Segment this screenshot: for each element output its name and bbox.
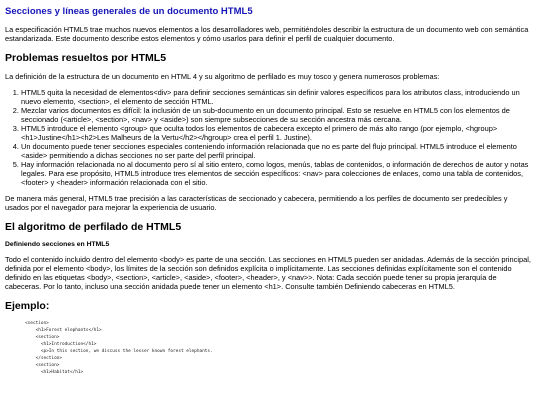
list-item: 3. HTML5 introduce el elemento <group> que oculta todos los elementos de cabecera excepto el primero de más alto rango (por ejemplo, <hgroup><h1>Justine</h1><h2>Les Malheurs de la Vertu</h2></hgroup> crea el perfil 1. Justine). [21,124,532,142]
example-heading: Ejemplo: [5,300,50,312]
code-line: <section> [25,335,60,340]
intro-paragraph: La especificación HTML5 trae muchos nuevos elementos a los desarrolladores web, permitiéndoles describir la estructura de un documento web con semántica estandarizada. Este documento describe estos elementos y cómo usarlos para definir el perfil de cualquier documento. [5,25,529,43]
code-line: <section> [25,363,60,368]
list-item: 5. Hay información relacionada no al documento pero sí al sitio entero, como logos, menús, tablas de contenidos, o información de derechos de autor y notas legales. Para ese propósito, HTML5 introduce tres elementos de sección específicos: <nav> para colecciones de enlaces, como una tabla de contenidos, <footer> y <header> información relacionada con el sitio. [21,160,532,187]
page-title: Secciones y líneas generales de un documento HTML5 [5,6,253,17]
algorithm-subheading: Definiendo secciones en HTML5 [5,241,110,248]
problems-heading: Problemas resueltos por HTML5 [5,52,167,64]
code-example [25,320,532,376]
problems-lead: La definición de la estructura de un documento en HTML 4 y su algoritmo de perfilado es muy tosco y genera numerosos problemas: [5,72,440,81]
code-line: <section> [25,321,49,326]
code-line: <h1>Habitat</h1> [25,370,84,375]
code-line: <h1>Forest elephants</h1> [25,328,102,333]
list-item: 2. Mezclar varios documentos es difícil: la inclusión de un sub-documento en un documento principal. Esto se resuelve en HTML5 con los elementos de seccionado (<article>, <section>, <nav> y <aside>) son siempre subsecciones de su sección ancestra más cercana. [21,106,532,124]
code-line: <p>In this section, we discuss the lesser known forest elephants. [25,349,213,354]
algorithm-heading: El algoritmo de perfilado de HTML5 [5,221,182,233]
problems-list [5,88,532,187]
code-line: <h1>Introduction</h1> [25,342,97,347]
problems-summary: De manera más general, HTML5 trae precisión a las características de seccionado y cabecera, permitiendo a los perfiles de documento ser predecibles y usados por el navegador para mejorar la experiencia de usuario. [5,194,508,212]
algorithm-body: Todo el contenido incluido dentro del elemento <body> es parte de una sección. Las secciones en HTML5 pueden ser anidadas. Además de la sección principal, definida por el elemento <body>, los límites de la sección son definidos explícita o implícitamente. Las secciones definidas explícitamente son el contenido definido en las etiquetas <body>, <section>, <article>, <aside>, <footer>, <header>, y <nav>>. Nota: Cada sección puede tener su propia jerarquía de cabeceras. Por lo tanto, incluso una sección anidada puede tener un elemento <h1>. Consulte también Definiendo cabeceras en HTML5. [5,255,531,291]
list-item: 4. Un documento puede tener secciones especiales conteniendo información relacionada que no es parte del flujo principal. HTML5 introduce el elemento <aside> permitiendo a dichas secciones no ser parte del perfil principal. [21,142,532,160]
list-item: 1. HTML5 quita la necesidad de elementos<div> para definir secciones semánticas sin definir valores específicos para los atributos class, introduciendo un nuevo elemento, <section>, el elemento de sección HTML. [21,88,532,106]
code-line: </section> [25,356,63,361]
